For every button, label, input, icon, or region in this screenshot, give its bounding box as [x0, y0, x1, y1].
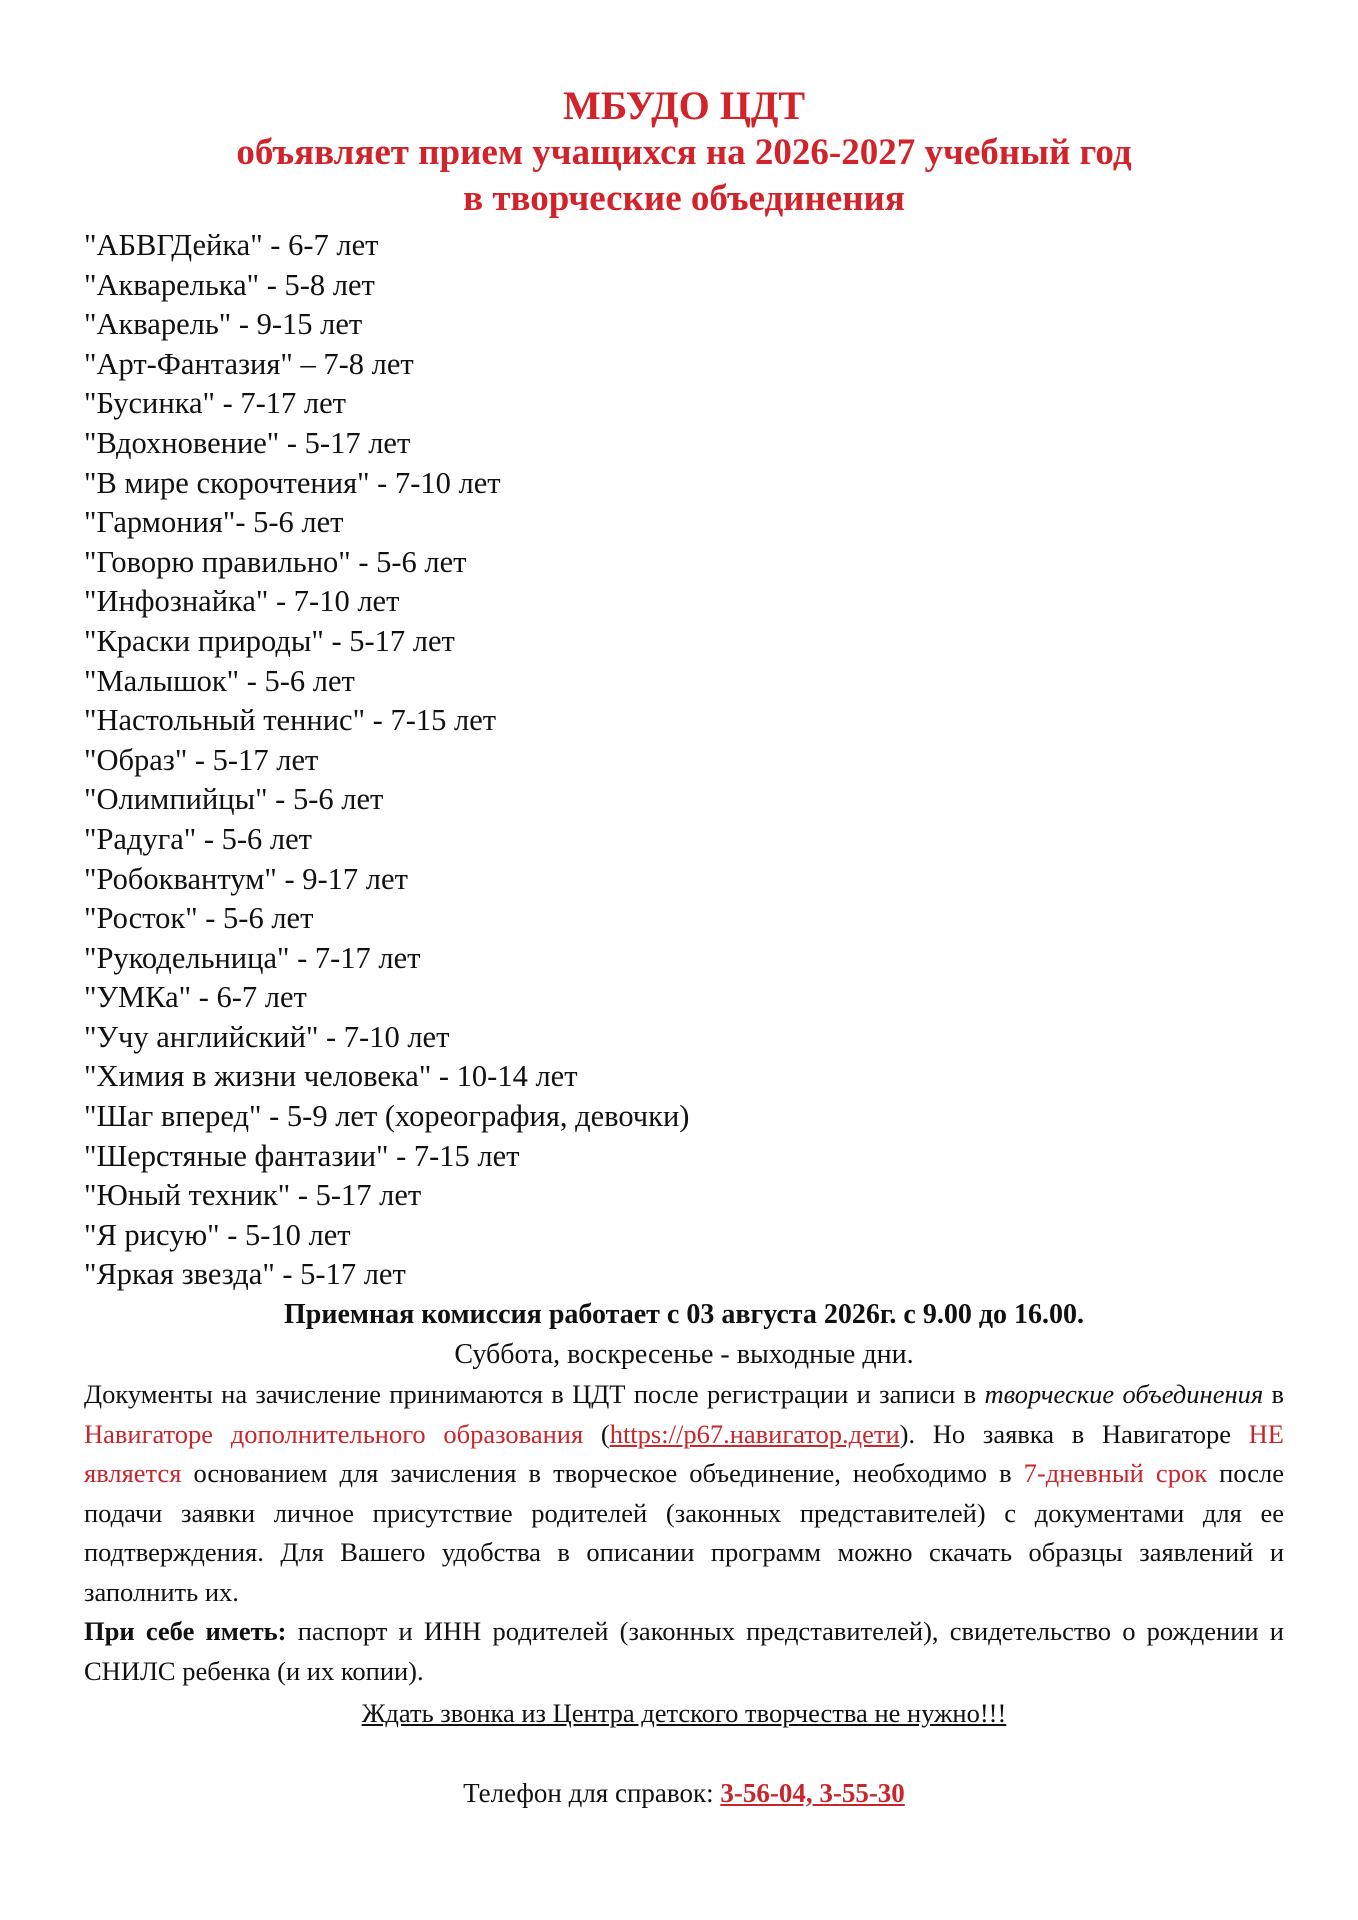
group-item: "Акварель" - 9-15 лет — [84, 307, 363, 342]
docs-text-4: ). Но заявка в Навигаторе — [899, 1418, 1249, 1449]
bring-text: паспорт и ИНН родителей (законных представителей), свидетельство о рождении и СНИЛС ребенка (и их копии). — [84, 1616, 1284, 1686]
group-item: "Говорю правильно" - 5-6 лет — [84, 544, 467, 579]
group-item: "Акварелька" - 5-8 лет — [84, 267, 375, 302]
term-text: 7-дневный срок — [1023, 1458, 1208, 1489]
group-item: "Настольный теннис" - 7-15 лет — [84, 703, 497, 738]
groups-list — [84, 226, 1284, 1295]
group-item: "Химия в жизни человека" - 10-14 лет — [84, 1059, 578, 1094]
group-item: "Малышок" - 5-6 лет — [84, 663, 355, 698]
bring-paragraph — [84, 1612, 1284, 1691]
group-item: "УМКа" - 6-7 лет — [84, 980, 307, 1015]
group-item: "Образ" - 5-17 лет — [84, 742, 319, 777]
announcement-subtitle-2: в творческие объединения — [463, 178, 905, 219]
docs-text-5: основанием для зачисления в творческое объединение, необходимо в — [181, 1458, 1024, 1489]
group-item: "Инфознайка" - 7-10 лет — [84, 584, 400, 619]
group-item: "Гармония"- 5-6 лет — [84, 505, 344, 540]
documents-paragraph — [84, 1375, 1284, 1612]
group-item: "Я рисую" - 5-10 лет — [84, 1217, 351, 1252]
group-item: "АБВГДейка" - 6-7 лет — [84, 228, 379, 262]
group-item: "Росток" - 5-6 лет — [84, 901, 314, 936]
announcement-subtitle: объявляет прием учащихся на 2026-2027 учебный год — [236, 132, 1132, 173]
navigator-link[interactable]: Навигаторе дополнительного образования — [84, 1418, 584, 1449]
group-item: "Краски природы" - 5-17 лет — [84, 623, 455, 658]
header — [84, 82, 1284, 222]
docs-text-3: ( — [583, 1418, 610, 1449]
docs-italic: творческие объединения — [984, 1379, 1264, 1410]
group-item: "Учу английский" - 7-10 лет — [84, 1019, 450, 1054]
group-item: "Робоквантум" - 9-17 лет — [84, 861, 408, 896]
docs-text-1: Документы на зачисление принимаются в ЦДТ после регистрации и записи в — [84, 1379, 985, 1410]
docs-text-2: в — [1263, 1379, 1285, 1410]
bring-label: При себе иметь: — [84, 1616, 287, 1647]
phone-line — [84, 1773, 1284, 1813]
no-call-note: Ждать звонка из Центра детского творчества не нужно!!! — [361, 1698, 1007, 1729]
group-item: "Арт-Фантазия" – 7-8 лет — [84, 346, 414, 381]
group-item: "Радуга" - 5-6 лет — [84, 821, 312, 856]
org-title: МБУДО ЦДТ — [562, 83, 806, 128]
group-item: "В мире скорочтения" - 7-10 лет — [84, 465, 501, 500]
group-item: "Юный техник" - 5-17 лет — [84, 1178, 422, 1213]
weekend-note: Суббота, воскресенье - выходные дни. — [454, 1339, 914, 1371]
group-item: "Яркая звезда" - 5-17 лет — [84, 1257, 406, 1292]
group-item: "Шерстяные фантазии" - 7-15 лет — [84, 1138, 520, 1173]
group-item: "Бусинка" - 7-17 лет — [84, 386, 347, 421]
phone-numbers[interactable]: 3-56-04, 3-55-30 — [720, 1778, 905, 1809]
not-basis-text: НЕ является — [84, 1418, 1284, 1489]
docs-text-6: после подачи заявки личное присутствие родителей (законных представителей) с документами для ее подтверждения. Для Вашего удобства в описании программ можно скачать образцы заявлений и заполнить их. — [84, 1458, 1284, 1607]
phone-label: Телефон для справок: — [463, 1778, 721, 1809]
commission-hours: Приемная комиссия работает с 03 августа 2026г. с 9.00 до 16.00. — [283, 1299, 1085, 1331]
group-item: "Олимпийцы" - 5-6 лет — [84, 782, 384, 817]
group-item: "Шаг вперед" - 5-9 лет (хореография, девочки) — [84, 1099, 690, 1134]
group-item: "Вдохновение" - 5-17 лет — [84, 425, 411, 460]
group-item: "Рукодельница" - 7-17 лет — [84, 940, 421, 975]
navigator-url-link[interactable]: https://р67.навигатор.дети — [609, 1418, 900, 1449]
